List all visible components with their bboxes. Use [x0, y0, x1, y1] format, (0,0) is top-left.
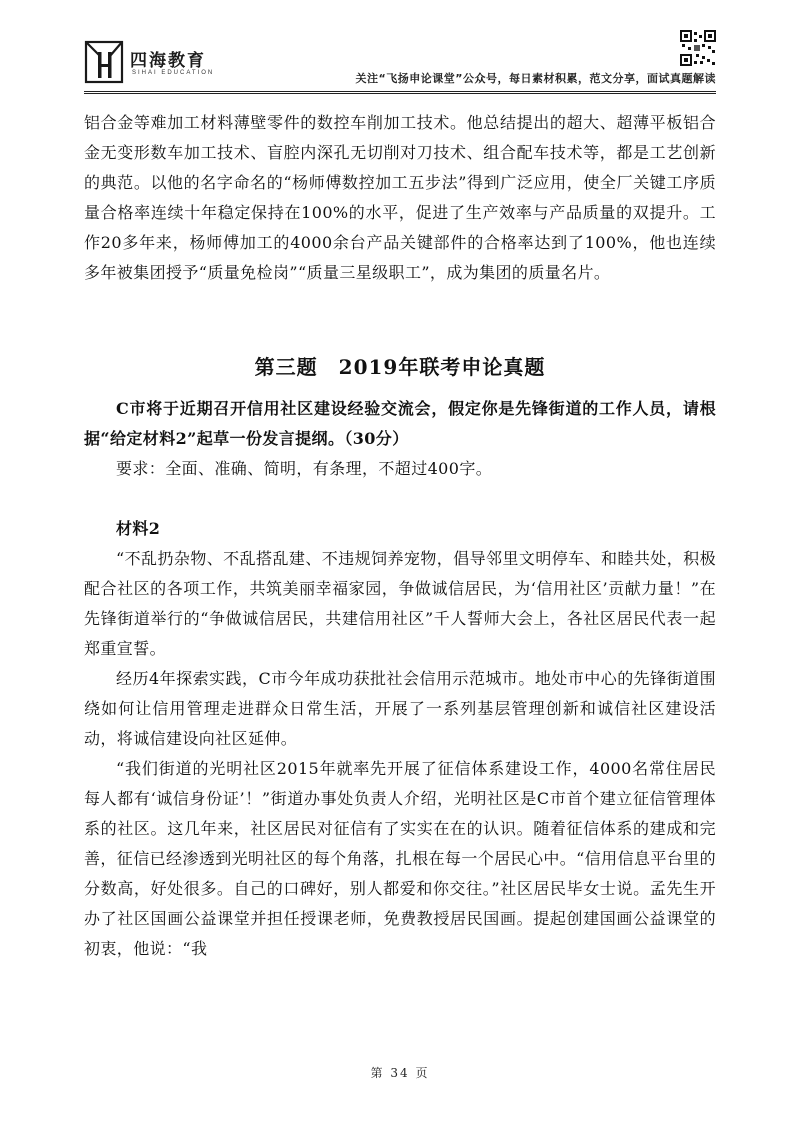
question-text: C市将于近期召开信用社区建设经验交流会，假定你是先锋街道的工作人员，请根据“给定材料2”起草一份发言提纲。（30分） — [84, 399, 716, 448]
title-spacer — [84, 382, 716, 394]
header-divider — [84, 91, 716, 94]
material-paragraph: 经历4年探索实践，C市今年成功获批社会信用示范城市。地处市中心的先锋街道围绕如何让信用管理走进群众日常生活，开展了一系列基层管理创新和诚信社区建设活动，将诚信建设向社区延伸。 — [84, 669, 716, 748]
qr-code-icon — [680, 30, 716, 66]
page-header — [84, 32, 716, 90]
material-heading: 材料2 — [116, 519, 161, 538]
requirement-text: 要求：全面、准确、简明，有条理，不超过400字。 — [116, 459, 493, 478]
page-content — [84, 108, 716, 964]
material-paragraph: “不乱扔杂物、不乱搭乱建、不违规饲养宠物，倡导邻里文明停车、和睦共处，积极配合社区的各项工作，共筑美丽幸福家园，争做诚信居民，为‘信用社区’贡献力量！”在先锋街道举行的“争做诚信居民，共建信用社区”千人誓师大会上，各社区居民代表一起郑重宣誓。 — [84, 549, 716, 658]
section-spacer — [84, 288, 716, 352]
logo-subtext: SIHAI EDUCATION — [132, 70, 215, 76]
intro-paragraph: 铝合金等难加工材料薄壁零件的数控车削加工技术。他总结提出的超大、超薄平板铝合金无变形数车加工技术、盲腔内深孔无切削对刀技术、组合配车技术等，都是工艺创新的典范。以他的名字命名的“杨师傅数控加工五步法”得到广泛应用，使全厂关键工序质量合格率连续十年稳定保持在100%的水平，促进了生产效率与产品质量的双提升。工作20多年来，杨师傅加工的4000余台产品关键部件的合格率达到了100%，他也连续多年被集团授予“质量免检岗”“质量三星级职工”，成为集团的质量名片。 — [84, 113, 716, 282]
page-number: 第 34 页 — [370, 1066, 430, 1080]
section-title: 第三题 2019年联考申论真题 — [254, 355, 546, 379]
logo-text: 四海教育 — [130, 51, 206, 71]
material-paragraph: “我们街道的光明社区2015年就率先开展了征信体系建设工作，4000名常住居民每人都有‘诚信身份证’！”街道办事处负责人介绍，光明社区是C市首个建立征信管理体系的社区。这几年来，社区居民对征信有了实实在在的认识。随着征信体系的建成和完善，征信已经渗透到光明社区的每个角落，扎根在每一个居民心中。“信用信息平台里的分数高，好处很多。自己的口碑好，别人都爱和你交往。”社区居民毕女士说。孟先生开办了社区国画公益课堂并担任授课老师，免费教授居民国画。提起创建国画公益课堂的初衷，他说：“我 — [84, 759, 716, 958]
sihai-logo-icon — [84, 38, 124, 84]
header-slogan: 关注“飞扬申论课堂”公众号，每日素材积累，范文分享，面试真题解读 — [355, 72, 716, 85]
material-spacer — [84, 484, 716, 514]
